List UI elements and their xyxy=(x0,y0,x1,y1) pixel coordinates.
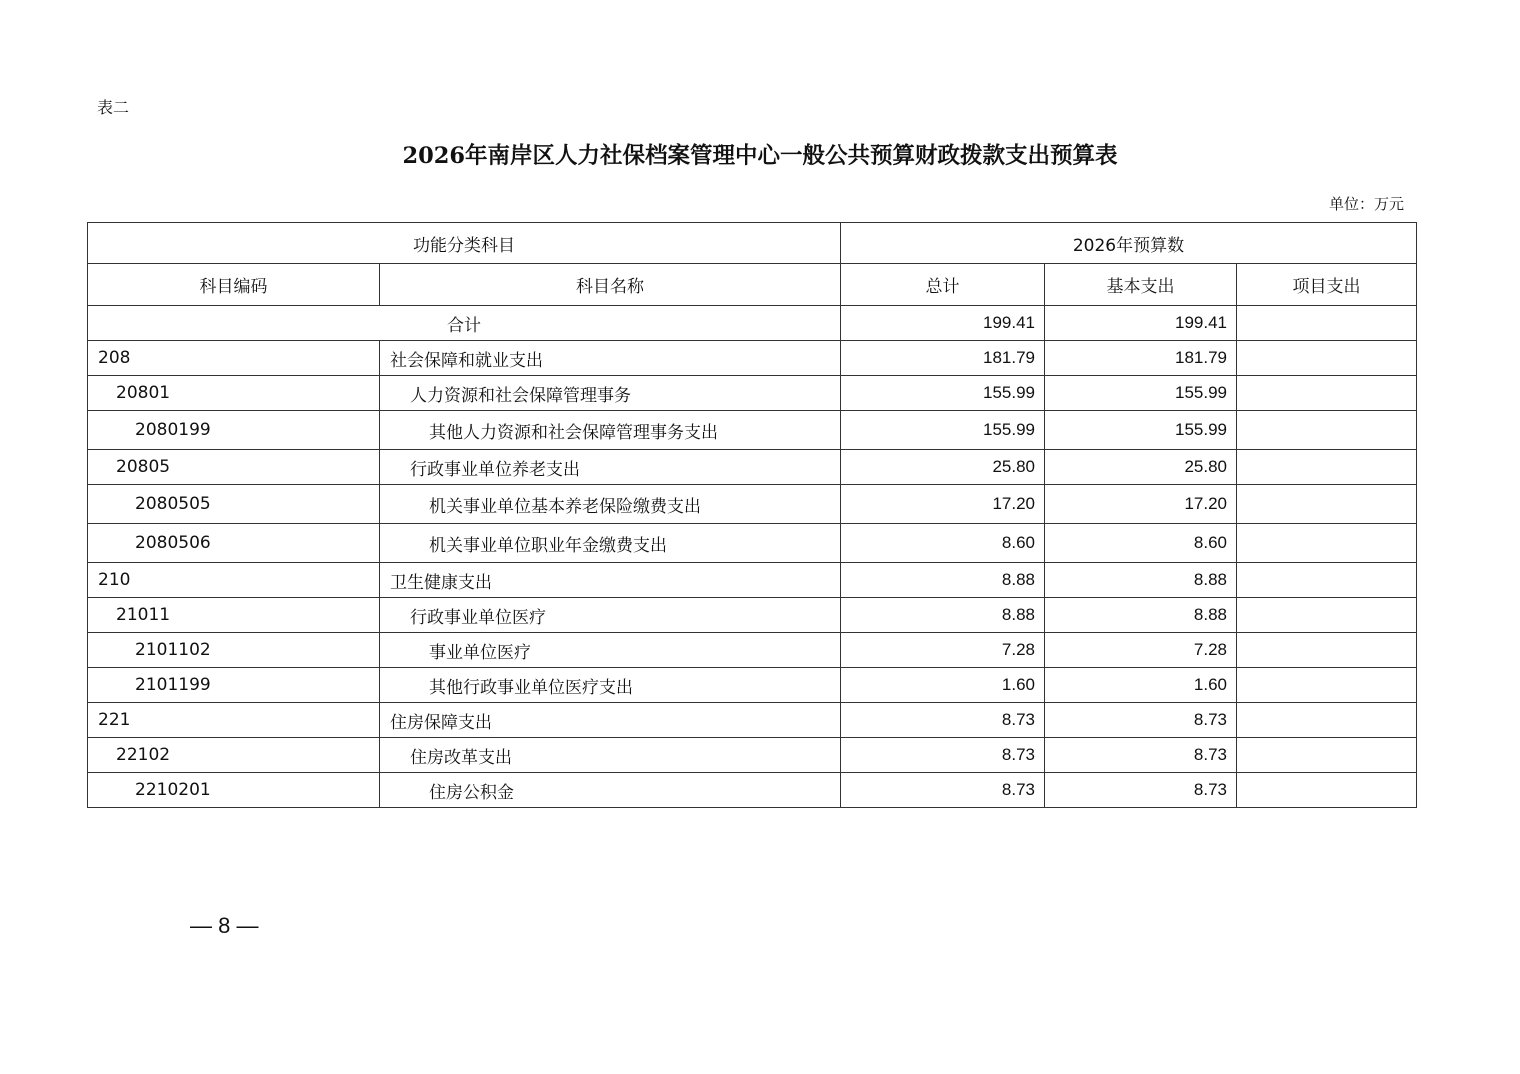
basic-expenditure-value: 155.99 xyxy=(1045,411,1237,450)
subject-code: 2080506 xyxy=(88,524,380,563)
total-project-value xyxy=(1237,306,1417,341)
header-group-row xyxy=(88,223,1417,264)
basic-expenditure-value: 8.73 xyxy=(1045,738,1237,773)
project-expenditure-value xyxy=(1237,411,1417,450)
project-expenditure-value xyxy=(1237,341,1417,376)
table-row xyxy=(88,485,1417,524)
basic-expenditure-value: 7.28 xyxy=(1045,633,1237,668)
total-value: 8.73 xyxy=(841,703,1045,738)
table-row xyxy=(88,703,1417,738)
unit-label: 单位：万元 xyxy=(1328,195,1404,213)
header-functional-classification: 功能分类科目 xyxy=(88,223,841,264)
project-expenditure-value xyxy=(1237,668,1417,703)
subject-code: 22102 xyxy=(88,738,380,773)
project-expenditure-value xyxy=(1237,524,1417,563)
total-value: 17.20 xyxy=(841,485,1045,524)
subject-name: 其他行政事业单位医疗支出 xyxy=(380,668,841,703)
subject-name: 机关事业单位职业年金缴费支出 xyxy=(380,524,841,563)
header-budget-year: 2026年预算数 xyxy=(841,223,1417,264)
basic-expenditure-value: 8.88 xyxy=(1045,563,1237,598)
subject-name: 社会保障和就业支出 xyxy=(380,341,841,376)
table-row xyxy=(88,598,1417,633)
basic-expenditure-value: 25.80 xyxy=(1045,450,1237,485)
table-row xyxy=(88,524,1417,563)
subject-code: 2101199 xyxy=(88,668,380,703)
basic-expenditure-value: 8.73 xyxy=(1045,703,1237,738)
total-basic-value: 199.41 xyxy=(1045,306,1237,341)
total-value: 25.80 xyxy=(841,450,1045,485)
subject-name: 住房保障支出 xyxy=(380,703,841,738)
project-expenditure-value xyxy=(1237,738,1417,773)
basic-expenditure-value: 1.60 xyxy=(1045,668,1237,703)
document-title: 2026年南岸区人力社保档案管理中心一般公共预算财政拨款支出预算表 xyxy=(402,143,1118,169)
subject-code: 2101102 xyxy=(88,633,380,668)
table-row xyxy=(88,738,1417,773)
total-value: 8.60 xyxy=(841,524,1045,563)
budget-table xyxy=(87,222,1417,808)
header-column-row xyxy=(88,264,1417,306)
total-value: 8.73 xyxy=(841,773,1045,808)
subject-name: 事业单位医疗 xyxy=(380,633,841,668)
subject-code: 20801 xyxy=(88,376,380,411)
basic-expenditure-value: 8.60 xyxy=(1045,524,1237,563)
total-value: 1.60 xyxy=(841,668,1045,703)
total-value: 8.88 xyxy=(841,563,1045,598)
total-value: 155.99 xyxy=(841,411,1045,450)
basic-expenditure-value: 8.88 xyxy=(1045,598,1237,633)
table-row xyxy=(88,633,1417,668)
subject-code: 210 xyxy=(88,563,380,598)
table-row xyxy=(88,668,1417,703)
total-row xyxy=(88,306,1417,341)
table-row xyxy=(88,411,1417,450)
table-row xyxy=(88,376,1417,411)
header-subject-name: 科目名称 xyxy=(380,264,841,306)
project-expenditure-value xyxy=(1237,598,1417,633)
table-body xyxy=(88,341,1417,808)
subject-code: 208 xyxy=(88,341,380,376)
header-total: 总计 xyxy=(841,264,1045,306)
project-expenditure-value xyxy=(1237,773,1417,808)
subject-code: 20805 xyxy=(88,450,380,485)
total-value: 155.99 xyxy=(841,376,1045,411)
project-expenditure-value xyxy=(1237,485,1417,524)
basic-expenditure-value: 155.99 xyxy=(1045,376,1237,411)
total-value: 8.88 xyxy=(841,598,1045,633)
subject-name: 其他人力资源和社会保障管理事务支出 xyxy=(380,411,841,450)
subject-name: 住房公积金 xyxy=(380,773,841,808)
subject-code: 2080505 xyxy=(88,485,380,524)
project-expenditure-value xyxy=(1237,633,1417,668)
basic-expenditure-value: 181.79 xyxy=(1045,341,1237,376)
table-row xyxy=(88,341,1417,376)
subject-code: 2080199 xyxy=(88,411,380,450)
total-value: 7.28 xyxy=(841,633,1045,668)
project-expenditure-value xyxy=(1237,450,1417,485)
basic-expenditure-value: 17.20 xyxy=(1045,485,1237,524)
table-row xyxy=(88,773,1417,808)
subject-name: 行政事业单位养老支出 xyxy=(380,450,841,485)
total-label: 合计 xyxy=(88,306,841,341)
header-project-expenditure: 项目支出 xyxy=(1237,264,1417,306)
page-number: — 8 — xyxy=(190,913,259,938)
subject-code: 2210201 xyxy=(88,773,380,808)
header-subject-code: 科目编码 xyxy=(88,264,380,306)
subject-name: 行政事业单位医疗 xyxy=(380,598,841,633)
table-row xyxy=(88,563,1417,598)
subject-code: 221 xyxy=(88,703,380,738)
table-row xyxy=(88,450,1417,485)
project-expenditure-value xyxy=(1237,563,1417,598)
subject-code: 21011 xyxy=(88,598,380,633)
project-expenditure-value xyxy=(1237,703,1417,738)
header-basic-expenditure: 基本支出 xyxy=(1045,264,1237,306)
subject-name: 人力资源和社会保障管理事务 xyxy=(380,376,841,411)
subject-name: 卫生健康支出 xyxy=(380,563,841,598)
basic-expenditure-value: 8.73 xyxy=(1045,773,1237,808)
total-value: 181.79 xyxy=(841,341,1045,376)
project-expenditure-value xyxy=(1237,376,1417,411)
total-value: 8.73 xyxy=(841,738,1045,773)
subject-name: 机关事业单位基本养老保险缴费支出 xyxy=(380,485,841,524)
table-label: 表二 xyxy=(97,98,130,117)
subject-name: 住房改革支出 xyxy=(380,738,841,773)
total-value: 199.41 xyxy=(841,306,1045,341)
